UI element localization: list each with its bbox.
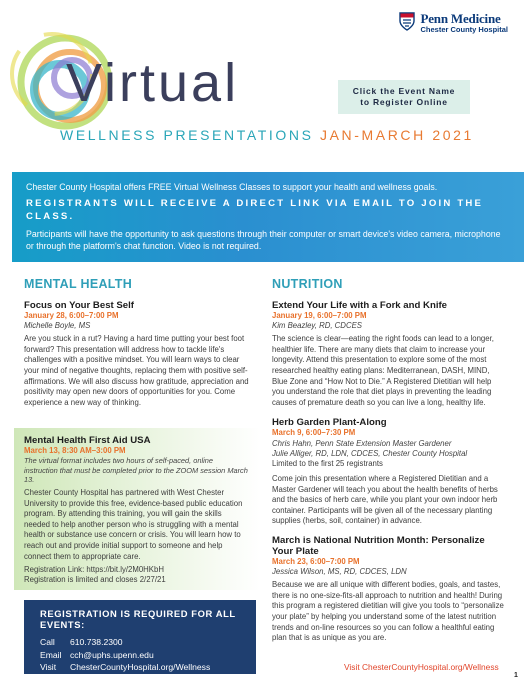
cta-line-1: Click the Event Name bbox=[352, 85, 456, 96]
nutrition-heading: NUTRITION bbox=[272, 277, 343, 291]
event-date: January 19, 6:00–7:00 PM bbox=[272, 311, 367, 321]
email-link[interactable]: cch@uphs.upenn.edu bbox=[70, 649, 154, 660]
event-title-link[interactable]: Mental Health First Aid USA bbox=[24, 435, 151, 446]
event-presenter: Michelle Boyle, MS bbox=[24, 321, 91, 331]
banner-participants: Participants will have the opportunity to ask questions through their computer or smart device's video camera, microphone or through the platform's chat function. Video is not required. bbox=[26, 228, 501, 251]
registration-title: REGISTRATION IS REQUIRED FOR ALL EVENTS: bbox=[40, 608, 236, 630]
email-label: Email bbox=[40, 649, 62, 660]
info-banner bbox=[12, 172, 524, 262]
event-description: Because we are all unique with different bodies, goals, and tastes, there is no one-size-fits-all approach to nutrition and health! During this program a registered dietitian will give you tools to “personalize your plate” by helping you understand some of the latest nutrition trends and on-line resources so you can follow a healthful eating plan that is as unique as you are. bbox=[272, 580, 504, 643]
registration-limit: Registration is limited and closes 2/27/21 bbox=[24, 575, 166, 585]
event-date: January 28, 6:00–7:00 PM bbox=[24, 311, 119, 321]
page-subtitle bbox=[60, 127, 474, 143]
event-note: The virtual format includes two hours of self-paced, online instruction that must be completed prior to the ZOOM session March 13. bbox=[24, 456, 248, 485]
registration-link[interactable]: Registration Link: https://bit.ly/2M0HKbH bbox=[24, 565, 164, 575]
footer-visit-link[interactable]: Visit ChesterCountyHospital.org/Wellness bbox=[344, 662, 499, 672]
subtitle-wellness: WELLNESS PRESENTATIONS bbox=[60, 127, 314, 143]
penn-medicine-logo bbox=[399, 12, 508, 34]
call-row bbox=[40, 636, 256, 649]
event-limit: Limited to the first 25 registrants bbox=[272, 458, 383, 468]
brand-name: Penn Medicine bbox=[420, 11, 501, 26]
registration-box bbox=[24, 600, 256, 674]
banner-intro: Chester County Hospital offers FREE Virtual Wellness Classes to support your health and wellness goals. bbox=[26, 182, 438, 192]
event-date: March 23, 6:00–7:00 PM bbox=[272, 557, 360, 566]
event-presenter: Kim Beazley, RD, CDCES bbox=[272, 321, 362, 331]
visit-row bbox=[40, 661, 256, 674]
website-link[interactable]: ChesterCountyHospital.org/Wellness bbox=[70, 662, 211, 673]
event-title-link[interactable]: Extend Your Life with a Fork and Knife bbox=[272, 300, 448, 311]
subtitle-dates: JAN-MARCH 2021 bbox=[320, 127, 474, 143]
mental-health-first-aid-box bbox=[14, 428, 260, 590]
call-label: Call bbox=[40, 637, 55, 647]
event-date: March 9, 6:00–7:30 PM bbox=[272, 428, 356, 438]
mental-health-column bbox=[24, 300, 254, 408]
event-presenter-2: Julie Alliger, RD, LDN, CDCES, Chester County Hospital bbox=[272, 448, 468, 458]
cta-line-2: to Register Online bbox=[360, 97, 448, 107]
event-presenter: Jessica Wilson, MS, RD, CDCES, LDN bbox=[272, 567, 407, 577]
event-description: Chester County Hospital has partnered with West Chester University to provide this free, evidence-based public education program. By attending this training, you will gain the skills needed to help another person who is struggling with a mental health or substance use concern or crisis. You will learn how to reach out and provide initial support to someone and help connect them to appropriate care. bbox=[24, 488, 243, 561]
event-date: March 13, 8:30 AM–3:00 PM bbox=[24, 446, 126, 456]
event-description: The science is clear—eating the right foods can lead to a longer, healthier life. There are many diets that claim to increase your longevity. Attend this presentation to explore some of the most researched healthy eating plans: Mediterranean, DASH, MIND, Blue Zone and “How Not to Die.” A Registered Dietitian will help you understand the role that diet plays in preventing the leading causes of premature death so you can live a long, healthy life. bbox=[272, 334, 494, 407]
phone-number[interactable]: 610.738.2300 bbox=[70, 637, 123, 647]
brand-subname: Chester County Hospital bbox=[420, 24, 508, 34]
nutrition-column bbox=[272, 300, 506, 644]
mental-health-heading: MENTAL HEALTH bbox=[24, 277, 133, 291]
event-presenter: Chris Hahn, Penn State Extension Master Gardener bbox=[272, 438, 452, 448]
email-row bbox=[40, 649, 256, 662]
cta-box bbox=[338, 80, 470, 114]
visit-label: Visit bbox=[40, 662, 57, 673]
event-title-link[interactable]: Herb Garden Plant-Along bbox=[272, 417, 387, 429]
event-title-link[interactable]: March is National Nutrition Month: Personalize Your Plate bbox=[272, 534, 485, 557]
event-description: Are you stuck in a rut? Having a hard time putting your best foot forward? This presentation will address how to tackle life's challenges with a positive mindset. You will learn ways to clear your mind of negative thoughts, replacing them with positive self-affirmations. We will also discuss how gratitude, appreciation and positivity may open new doors of opportunities for you. Come experience a new way of thinking. bbox=[24, 334, 249, 407]
page-title: Virtual bbox=[66, 53, 240, 113]
event-description: Come join this presentation where a Registered Dietitian and a Master Gardener will teach you about the health benefits of herbs and the basics of herb care, while you plant your own indoor herb container. Participants will be given all of the necessary planting supplies (herbs, soil, container) in advance. bbox=[272, 473, 498, 526]
banner-registrants: REGISTRANTS WILL RECEIVE A DIRECT LINK VIA EMAIL TO JOIN THE CLASS. bbox=[26, 198, 484, 223]
event-title-link[interactable]: Focus on Your Best Self bbox=[24, 300, 134, 311]
page-number: 1 bbox=[514, 672, 518, 679]
shield-icon bbox=[399, 12, 415, 31]
